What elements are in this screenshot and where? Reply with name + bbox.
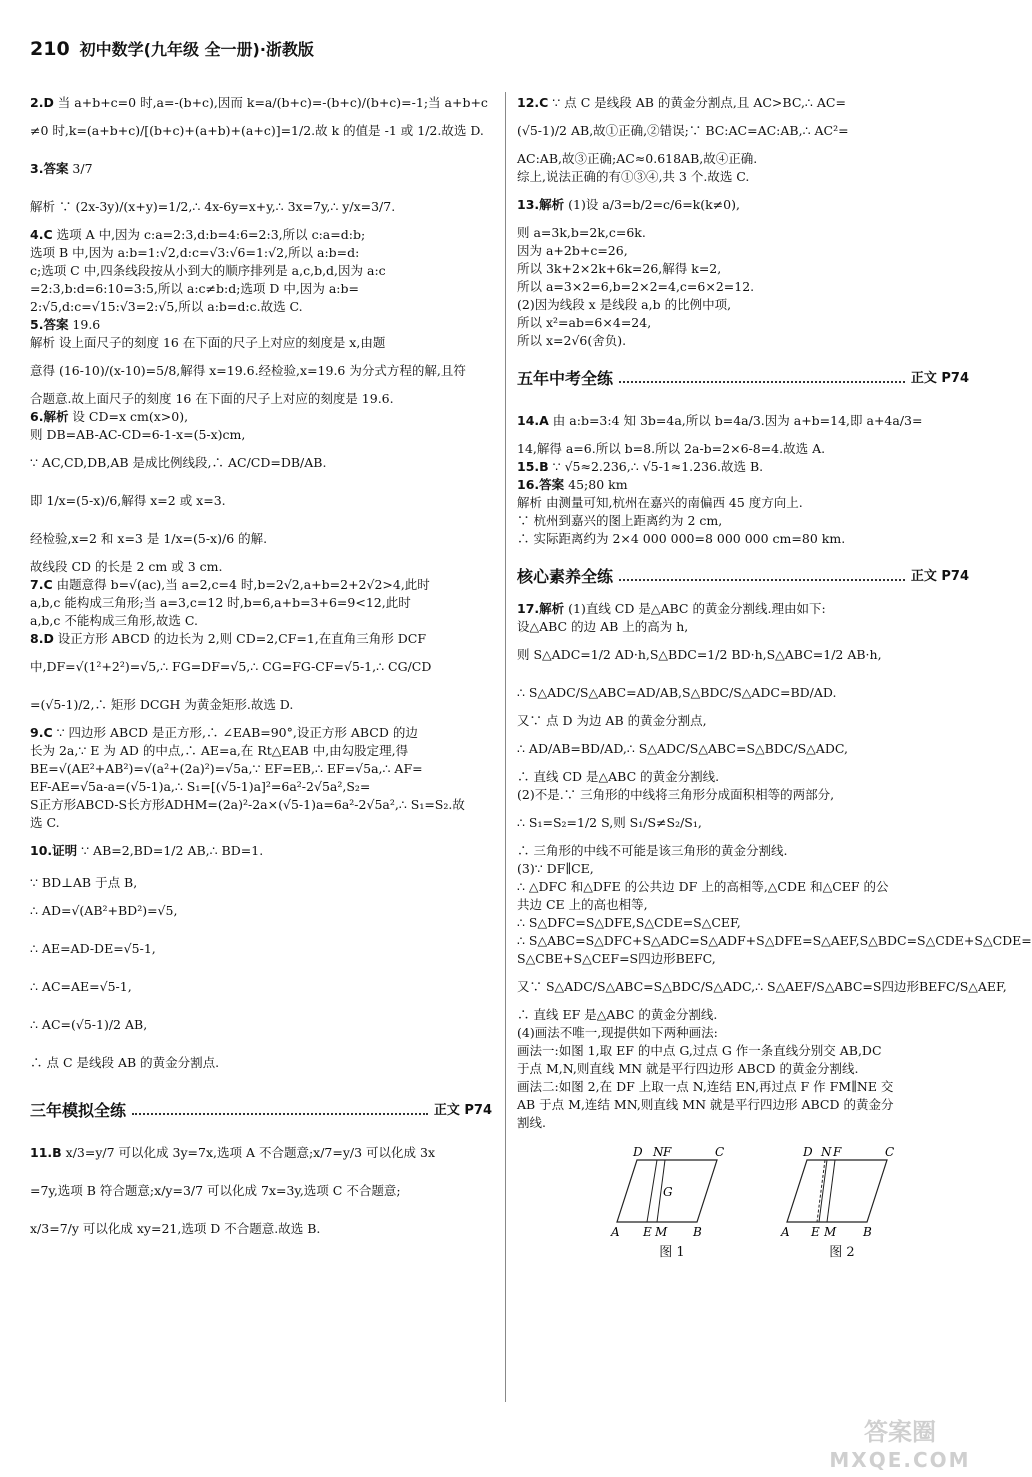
line-text: ∴ AD=√(AB²+BD²)=√5,: [30, 903, 178, 918]
line-text: ∴ AC=AE=√5-1,: [30, 979, 132, 994]
text-line: [30, 188, 492, 226]
line-text: ∴ AD/AB=BD/AD,∴ S△ADC/S△ABC=S△BDC/S△ADC,: [517, 741, 848, 756]
line-text: 综上,说法正确的有①③④,共 3 个.故选 C.: [517, 169, 750, 184]
line-text: 画法一:如图 1,取 EF 的中点 G,过点 G 作一条直线分别交 AB,DC: [517, 1043, 882, 1058]
answer-item-start: [517, 186, 969, 224]
column-divider: [505, 92, 506, 1402]
line-text: ∴ S△ABC=S△DFC+S△ADC=S△ADF+S△DFE=S△AEF,S△BDC=S△CDE+S△CDE=: [517, 933, 1032, 948]
book-title: 初中数学(九年级 全一册)·浙教版: [79, 40, 314, 59]
fig1-label-bottom-3: M: [655, 1225, 668, 1239]
text-line: [517, 878, 969, 896]
text-line: [517, 150, 969, 168]
line-text: 割线.: [517, 1115, 546, 1130]
section-page-ref: 正文 P74: [433, 1103, 492, 1118]
line-text: ∵ AB=2,BD=1/2 AB,∴ BD=1.: [77, 843, 264, 858]
text-line: [30, 298, 492, 316]
question-number: 7.C: [30, 577, 53, 592]
line-text: 所以 3k+2×2k+6k=26,解得 k=2,: [517, 261, 722, 276]
text-line: [30, 112, 492, 150]
line-text: (2)不是.∵ 三角形的中线将三角形分成面积相等的两部分,: [517, 787, 835, 802]
figure-1: [597, 1144, 747, 1264]
text-line: [30, 390, 492, 408]
watermark-line-2: MXQE.COM: [829, 1448, 971, 1472]
text-line: [30, 686, 492, 724]
question-number: 8.D: [30, 631, 54, 646]
fig1-label-bottom-1: A: [611, 1225, 620, 1239]
text-line: [30, 520, 492, 558]
text-line: [30, 1044, 492, 1082]
line-text: 选项 A 中,因为 c:a=2:3,d:b=4:6=2:3,所以 c:a=d:b;: [52, 227, 366, 242]
right-column: [517, 94, 1032, 1266]
text-line: [30, 262, 492, 280]
text-line: [517, 1078, 969, 1096]
question-number: 16.答案: [517, 477, 565, 492]
question-number: 9.C: [30, 725, 53, 740]
line-text: ∵ BD⊥AB 于点 B,: [30, 875, 138, 890]
line-text: 解析 设上面尺子的刻度 16 在下面的尺子上对应的刻度是 x,由题: [30, 335, 386, 350]
answer-item-start: [517, 402, 969, 440]
text-line: [517, 260, 969, 278]
section-title: 五年中考全练: [517, 369, 614, 388]
figure-1-caption: 图 1: [659, 1245, 685, 1260]
text-line: [30, 444, 492, 482]
watermark-line-1: 答案圈: [864, 1418, 936, 1446]
line-text: a,b,c 能构成三角形;当 a=3,c=12 时,b=6,a+b=3+6=9<12,此时: [30, 595, 411, 610]
line-text: AB 于点 M,连结 MN,则直线 MN 就是平行四边形 ABCD 的黄金分: [517, 1097, 894, 1112]
question-number: 12.C: [517, 95, 549, 110]
question-number: 4.C: [30, 227, 53, 242]
line-text: ∴ 直线 EF 是△ABC 的黄金分割线.: [517, 1007, 718, 1022]
line-text: ∵ 点 C 是线段 AB 的黄金分割点,且 AC>BC,∴ AC=: [548, 95, 846, 110]
question-number: 14.A: [517, 413, 549, 428]
line-text: ∵ √5≈2.236,∴ √5-1≈1.236.故选 B.: [548, 459, 764, 474]
fig1-label-bottom-2: E: [643, 1225, 652, 1239]
line-text: 因为 a+2b+c=26,: [517, 243, 628, 258]
line-text: 故线段 CD 的长是 2 cm 或 3 cm.: [30, 559, 223, 574]
answer-item-start: [30, 630, 492, 648]
line-text: (1)设 a/3=b/2=c/6=k(k≠0),: [564, 197, 740, 212]
line-text: 设△ABC 的边 AB 上的高为 h,: [517, 619, 689, 634]
answer-item-start: [517, 600, 969, 618]
line-text: 意得 (16-10)/(x-10)=5/8,解得 x=19.6.经检验,x=19.6 为分式方程的解,且符: [30, 363, 466, 378]
line-text: 设 CD=x cm(x>0),: [68, 409, 189, 424]
text-line: [517, 618, 969, 636]
section-leader-dots: [132, 1113, 428, 1115]
line-text: =7y,选项 B 符合题意;x/y=3/7 可以化成 7x=3y,选项 C 不合题意;: [30, 1183, 401, 1198]
fig1-label-top-2: N: [653, 1145, 664, 1159]
text-line: [517, 842, 969, 860]
text-line: [517, 530, 969, 548]
section-page-ref: 正文 P74: [910, 371, 969, 386]
line-text: ∴ AC=(√5-1)/2 AB,: [30, 1017, 148, 1032]
line-text: a,b,c 不能构成三角形,故选 C.: [30, 613, 198, 628]
text-line: [517, 278, 969, 296]
text-line: [517, 440, 969, 458]
text-line: [517, 224, 969, 242]
line-text: 即 1/x=(5-x)/6,解得 x=2 或 x=3.: [30, 493, 226, 508]
line-text: 则 DB=AB-AC-CD=6-1-x=(5-x)cm,: [30, 427, 246, 442]
fig2-label-bottom-4: B: [863, 1225, 872, 1239]
line-text: ∵ AC,CD,DB,AB 是成比例线段,∴ AC/CD=DB/AB.: [30, 455, 327, 470]
text-line: [30, 648, 492, 686]
question-number: 5.答案: [30, 317, 69, 332]
text-line: [517, 1006, 969, 1024]
line-text: S正方形ABCD-S长方形ADHM=(2a)²-2a×(√5-1)a=6a²-2√5a²,∴ S₁=S₂.故: [30, 797, 465, 812]
figure-1-diagram: [597, 1144, 747, 1244]
line-text: ∴ 三角形的中线不可能是该三角形的黄金分割线.: [517, 843, 788, 858]
line-text: 由 a:b=3:4 知 3b=4a,所以 b=4a/3.因为 a+b=14,即 a+4a/3=: [548, 413, 923, 428]
text-line: [517, 1024, 969, 1042]
text-line: [517, 932, 1032, 950]
line-text: x/3=7/y 可以化成 xy=21,选项 D 不合题意.故选 B.: [30, 1221, 321, 1236]
line-text: 又∵ S△ADC/S△ABC=S△BDC/S△ADC,∴ S△AEF/S△ABC=S四边形BEFC/S△AEF,: [517, 979, 1007, 994]
text-line: [517, 786, 969, 804]
text-line: [30, 244, 492, 262]
section-heading: [30, 1098, 492, 1120]
line-text: 14,解得 a=6.所以 b=8.所以 2a-b=2×6-8=4.故选 A.: [517, 441, 826, 456]
fig1-label-top-4: C: [715, 1145, 725, 1159]
line-text: ∴ △DFC 和△DFE 的公共边 DF 上的高相等,△CDE 和△CEF 的公: [517, 879, 889, 894]
text-line: [517, 1042, 969, 1060]
text-line: [517, 242, 969, 260]
fig2-label-top-2: N: [821, 1145, 832, 1159]
text-line: [30, 482, 492, 520]
line-text: ∴ 点 C 是线段 AB 的黄金分割点.: [30, 1055, 220, 1070]
text-line: [30, 874, 492, 892]
question-number: 2.D: [30, 95, 54, 110]
text-line: [517, 1060, 969, 1078]
line-text: ∴ S△ADC/S△ABC=AD/AB,S△BDC/S△ADC=BD/AD.: [517, 685, 837, 700]
text-line: [30, 778, 492, 796]
section-title: 三年模拟全练: [30, 1101, 127, 1120]
page-header: [30, 40, 314, 60]
text-line: [517, 950, 969, 968]
text-line: [517, 674, 969, 712]
line-text: 于点 M,N,则直线 MN 就是平行四边形 ABCD 的黄金分割线.: [517, 1061, 859, 1076]
fig2-label-bottom-2: E: [811, 1225, 820, 1239]
figure-2-diagram: [767, 1144, 917, 1244]
line-text: 2:√5,d:c=√15:√3=2:√5,所以 a:b=d:c.故选 C.: [30, 299, 303, 314]
section-page-ref: 正文 P74: [910, 569, 969, 584]
fig2-label-bottom-3: M: [824, 1225, 837, 1239]
line-text: 当 a+b+c=0 时,a=-(b+c),因而 k=a/(b+c)=-(b+c)/(b+c)=-1;当 a+b+c: [53, 95, 488, 110]
text-line: [30, 558, 492, 576]
question-number: 11.B: [30, 1145, 62, 1160]
right-column-lines: [517, 94, 1032, 1132]
question-number: 3.答案: [30, 161, 69, 176]
line-text: EF-AE=√5a-a=(√5-1)a,∴ S₁=[(√5-1)a]²=6a²-2√5a²,S₂=: [30, 779, 371, 794]
answer-item-start: [30, 724, 492, 742]
line-text: 选项 B 中,因为 a:b=1:√2,d:c=√3:√6=1:√2,所以 a:b=d:: [30, 245, 360, 260]
line-text: 所以 x=2√6(舍负).: [517, 333, 627, 348]
text-line: [30, 1006, 492, 1044]
fig2-label-top-4: C: [885, 1145, 895, 1159]
fig2-label-top-3: F: [833, 1145, 842, 1159]
section-heading: [517, 366, 969, 388]
question-number: 17.解析: [517, 601, 565, 616]
text-line: [30, 280, 492, 298]
question-number: 10.证明: [30, 843, 78, 858]
line-text: 长为 2a,∵ E 为 AD 的中点,∴ AE=a,在 Rt△EAB 中,由勾股定理,得: [30, 743, 409, 758]
line-text: (1)直线 CD 是△ABC 的黄金分割线.理由如下:: [564, 601, 826, 616]
section-leader-dots: [619, 381, 905, 383]
line-text: 3/7: [68, 161, 93, 176]
page-number: 210: [30, 38, 70, 60]
line-text: 经检验,x=2 和 x=3 是 1/x=(5-x)/6 的解.: [30, 531, 268, 546]
fig1-label-top-1: D: [633, 1145, 643, 1159]
answer-item-start: [517, 94, 969, 112]
line-text: x/3=y/7 可以化成 3y=7x,选项 A 不合题意;x/7=y/3 可以化成 3x: [61, 1145, 436, 1160]
question-number: 6.解析: [30, 409, 69, 424]
text-line: [30, 352, 492, 390]
text-line: [30, 892, 492, 930]
text-line: [517, 968, 1007, 1006]
text-line: [30, 930, 492, 968]
text-line: [30, 742, 492, 760]
line-text: 画法二:如图 2,在 DF 上取一点 N,连结 EN,再过点 F 作 FM∥NE 交: [517, 1079, 894, 1094]
line-text: 中,DF=√(1²+2²)=√5,∴ FG=DF=√5,∴ CG=FG-CF=√5-1,∴ CG/CD: [30, 659, 432, 674]
line-text: ∵ 杭州到嘉兴的图上距离约为 2 cm,: [517, 513, 723, 528]
line-text: 解析 ∵ (2x-3y)/(x+y)=1/2,∴ 4x-6y=x+y,∴ 3x=7y,∴ y/x=3/7.: [30, 199, 396, 214]
left-column: [30, 94, 492, 1248]
text-line: [517, 494, 969, 512]
line-text: ≠0 时,k=(a+b+c)/[(b+c)+(a+b)+(a+c)]=1/2.故 k 的值是 -1 或 1/2.故选 D.: [30, 123, 484, 138]
text-line: [517, 168, 969, 186]
line-text: 设正方形 ABCD 的边长为 2,则 CD=2,CF=1,在直角三角形 DCF: [53, 631, 427, 646]
line-text: 由题意得 b=√(ac),当 a=2,c=4 时,b=2√2,a+b=2+2√2>4,此时: [52, 577, 430, 592]
section-title: 核心素养全练: [517, 567, 614, 586]
line-text: c;选项 C 中,四条线段按从小到大的顺序排列是 a,c,b,d,因为 a:c: [30, 263, 386, 278]
question-number: 13.解析: [517, 197, 565, 212]
text-line: [517, 112, 969, 150]
text-line: [30, 1210, 492, 1248]
line-text: 则 a=3k,b=2k,c=6k.: [517, 225, 646, 240]
text-line: [30, 594, 492, 612]
text-line: [517, 636, 969, 674]
line-text: AC:AB,故③正确;AC≈0.618AB,故④正确.: [517, 151, 758, 166]
text-line: [517, 804, 969, 842]
fig1-label-top-3: F: [663, 1145, 672, 1159]
answer-item-start: [30, 832, 492, 870]
line-text: 45;80 km: [564, 477, 628, 492]
line-text: 所以 x²=ab=6×4=24,: [517, 315, 652, 330]
text-line: [517, 512, 969, 530]
line-text: (2)因为线段 x 是线段 a,b 的比例中项,: [517, 297, 732, 312]
fig2-label-top-1: D: [803, 1145, 813, 1159]
line-text: ∴ S△DFC=S△DFE,S△CDE=S△CEF,: [517, 915, 741, 930]
fig2-label-bottom-1: A: [781, 1225, 790, 1239]
answer-item-start: [517, 476, 969, 494]
line-text: S△CBE+S△CEF=S四边形BEFC,: [517, 951, 716, 966]
text-line: [517, 914, 969, 932]
line-text: BE=√(AE²+AB²)=√(a²+(2a)²)=√5a,∵ EF=EB,∴ EF=√5a,∴ AF=: [30, 761, 423, 776]
text-line: [517, 314, 969, 332]
answer-item-start: [30, 316, 492, 334]
text-line: [30, 334, 492, 352]
answer-item-start: [30, 576, 492, 594]
line-text: ∴ S₁=S₂=1/2 S,则 S₁/S≠S₂/S₁,: [517, 815, 702, 830]
line-text: ∵ 四边形 ABCD 是正方形,∴ ∠EAB=90°,设正方形 ABCD 的边: [52, 725, 418, 740]
text-line: [517, 896, 969, 914]
text-line: [30, 796, 492, 814]
line-text: 合题意.故上面尺子的刻度 16 在下面的尺子上对应的刻度是 19.6.: [30, 391, 394, 406]
figure-2-caption: 图 2: [829, 1245, 855, 1260]
section-heading: [517, 564, 969, 586]
text-line: [517, 332, 969, 350]
text-line: [30, 760, 492, 778]
line-text: (4)画法不唯一,现提供如下两种画法:: [517, 1025, 718, 1040]
figure-2: [767, 1144, 917, 1264]
text-line: [517, 712, 969, 730]
text-line: [517, 768, 969, 786]
text-line: [30, 426, 492, 444]
line-text: 所以 a=3×2=6,b=2×2=4,c=6×2=12.: [517, 279, 755, 294]
answer-item-start: [30, 408, 492, 426]
line-text: 19.6: [68, 317, 101, 332]
text-line: [517, 296, 969, 314]
line-text: (3)∵ DF∥CE,: [517, 861, 594, 876]
section-leader-dots: [619, 579, 905, 581]
line-text: ∴ 直线 CD 是△ABC 的黄金分割线.: [517, 769, 720, 784]
question-number: 15.B: [517, 459, 549, 474]
line-text: 又∵ 点 D 为边 AB 的黄金分割点,: [517, 713, 707, 728]
text-line: [30, 612, 492, 630]
answer-item-start: [30, 226, 492, 244]
answer-item-start: [30, 150, 492, 188]
answer-item-start: [517, 458, 969, 476]
line-text: 共边 CE 上的高也相等,: [517, 897, 648, 912]
text-line: [30, 968, 492, 1006]
figures: [517, 1144, 969, 1266]
watermark-logo: [820, 1418, 980, 1474]
text-line: [517, 730, 969, 768]
line-text: =(√5-1)/2,∴ 矩形 DCGH 为黄金矩形.故选 D.: [30, 697, 294, 712]
text-line: [517, 1114, 969, 1132]
answer-item-start: [30, 94, 492, 112]
line-text: =2:3,b:d=6:10=3:5,所以 a:c≠b:d;选项 D 中,因为 a:b=: [30, 281, 359, 296]
text-line: [517, 860, 969, 878]
answer-item-start: [30, 1134, 492, 1172]
text-line: [517, 1096, 969, 1114]
fig1-label-bottom-4: B: [693, 1225, 702, 1239]
fig1-label-g: G: [663, 1185, 673, 1199]
line-text: (√5-1)/2 AB,故①正确,②错误;∵ BC:AC=AC:AB,∴ AC²=: [517, 123, 849, 138]
line-text: ∴ 实际距离约为 2×4 000 000=8 000 000 cm=80 km.: [517, 531, 846, 546]
text-line: [30, 1172, 492, 1210]
line-text: 则 S△ADC=1/2 AD·h,S△BDC=1/2 BD·h,S△ABC=1/2 AB·h,: [517, 647, 882, 662]
line-text: 解析 由测量可知,杭州在嘉兴的南偏西 45 度方向上.: [517, 495, 803, 510]
line-text: 选 C.: [30, 815, 60, 830]
line-text: ∴ AE=AD-DE=√5-1,: [30, 941, 156, 956]
text-line: [30, 814, 492, 832]
